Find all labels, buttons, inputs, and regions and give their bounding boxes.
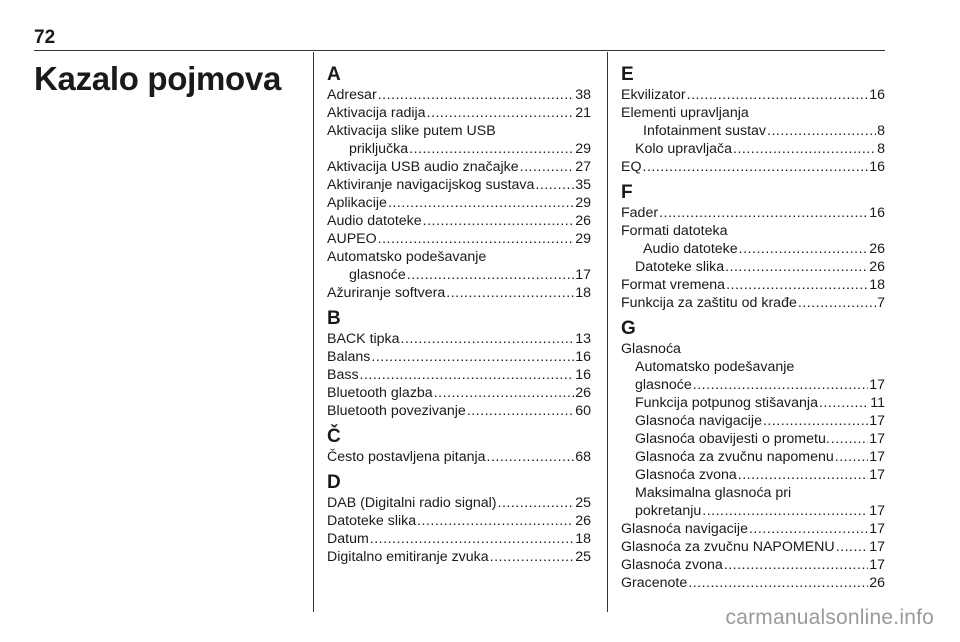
entry-page-number: 17	[869, 467, 885, 483]
section-letter: E	[621, 64, 634, 85]
entry-term: Balans	[327, 349, 371, 365]
entry-page-number: 26	[869, 259, 885, 275]
entry-term: Funkcija potpunog stišavanja	[635, 395, 818, 411]
entry-term: Glasnoća zvona	[635, 467, 737, 483]
dot-leader	[467, 402, 574, 420]
dot-leader	[643, 158, 869, 176]
index-entry[interactable]	[327, 140, 591, 158]
dot-leader	[738, 466, 868, 484]
index-entry[interactable]	[327, 230, 591, 248]
index-entry[interactable]	[327, 548, 591, 566]
dot-leader	[687, 86, 869, 104]
dot-leader	[370, 530, 574, 548]
entry-page-number: 17	[869, 503, 885, 519]
page-title: Kazalo pojmova	[34, 60, 282, 97]
dot-leader	[733, 140, 876, 158]
dot-leader	[417, 512, 574, 530]
entry-page-number: 17	[869, 557, 885, 573]
index-entry	[621, 340, 885, 358]
entry-page-number: 26	[869, 575, 885, 591]
entry-term: Funkcija za zaštitu od krađe	[621, 295, 797, 311]
column-divider	[313, 52, 314, 612]
entry-term: Aplikacije	[327, 195, 387, 211]
dot-leader	[798, 294, 876, 312]
dot-leader	[434, 384, 575, 402]
dot-leader	[819, 394, 869, 412]
index-entry[interactable]	[327, 366, 591, 384]
entry-page-number: 11	[870, 395, 885, 411]
dot-leader	[702, 502, 868, 520]
index-column-2	[621, 64, 885, 598]
dot-leader	[725, 258, 868, 276]
entry-term: Glasnoća navigacije	[635, 413, 762, 429]
dot-leader	[535, 176, 574, 194]
entry-page-number: 16	[869, 87, 885, 103]
entry-term: Glasnoća	[621, 341, 681, 357]
entry-term: EQ	[621, 159, 642, 175]
dot-leader	[498, 494, 575, 512]
index-entry[interactable]	[621, 520, 885, 538]
entry-term: glasnoće	[349, 267, 406, 283]
dot-leader	[836, 538, 869, 556]
entry-term: priključka	[349, 141, 409, 157]
entry-page-number: 18	[575, 531, 591, 547]
entry-term: AUPEO	[327, 231, 377, 247]
dot-leader	[693, 376, 868, 394]
entry-page-number: 13	[575, 331, 591, 347]
index-entry[interactable]	[327, 330, 591, 348]
entry-term: Aktivacija slike putem USB	[327, 123, 496, 139]
entry-page-number: 21	[575, 105, 591, 121]
entry-term: Glasnoća za zvučnu NAPOMENU	[621, 539, 835, 555]
entry-term: Glasnoća zvona	[621, 557, 723, 573]
entry-term: Gracenote	[621, 575, 688, 591]
index-entry	[621, 104, 885, 122]
index-entry[interactable]	[327, 104, 591, 122]
dot-leader	[520, 158, 575, 176]
entry-page-number: 68	[575, 449, 591, 465]
dot-leader	[767, 122, 876, 140]
dot-leader	[409, 140, 574, 158]
entry-term: Ekvilizator	[621, 87, 686, 103]
entry-page-number: 29	[575, 141, 591, 157]
column-divider	[607, 52, 608, 612]
entry-page-number: 26	[575, 513, 591, 529]
entry-page-number: 25	[575, 549, 591, 565]
entry-page-number: 8	[877, 141, 885, 157]
index-entry[interactable]	[621, 412, 885, 430]
index-entry[interactable]	[621, 448, 885, 466]
index-entry[interactable]	[327, 158, 591, 176]
index-section	[621, 318, 885, 592]
index-entry[interactable]	[621, 556, 885, 574]
entry-term: BACK tipka	[327, 331, 400, 347]
index-entry[interactable]	[621, 376, 885, 394]
index-entry[interactable]	[327, 266, 591, 284]
dot-leader	[407, 266, 574, 284]
index-entry[interactable]	[327, 194, 591, 212]
entry-term: Formati datoteka	[621, 223, 728, 239]
index-entry[interactable]	[621, 158, 885, 176]
index-entry[interactable]	[621, 430, 885, 448]
dot-leader	[688, 574, 868, 592]
watermark: carmanualsonline.info	[725, 606, 934, 629]
index-section	[327, 472, 591, 566]
index-entry[interactable]	[327, 448, 591, 466]
index-entry[interactable]	[621, 294, 885, 312]
index-entry[interactable]	[621, 394, 885, 412]
entry-term: Audio datoteke	[327, 213, 422, 229]
entry-page-number: 27	[575, 159, 591, 175]
entry-page-number: 16	[869, 205, 885, 221]
dot-leader	[446, 284, 574, 302]
entry-page-number: 26	[869, 241, 885, 257]
entry-term: Maksimalna glasnoća pri	[635, 485, 792, 501]
entry-page-number: 18	[575, 285, 591, 301]
entry-page-number: 26	[575, 385, 591, 401]
entry-page-number: 17	[869, 521, 885, 537]
header-rule	[34, 50, 885, 51]
index-entry[interactable]	[327, 212, 591, 230]
index-entry[interactable]	[621, 466, 885, 484]
dot-leader	[835, 448, 868, 466]
entry-term: glasnoće	[635, 377, 692, 393]
index-entry[interactable]	[327, 348, 591, 366]
entry-term: Bass	[327, 367, 359, 383]
entry-term: Kolo upravljača	[635, 141, 733, 157]
entry-term: Glasnoća za zvučnu napomenu	[635, 449, 834, 465]
entry-page-number: 16	[575, 367, 591, 383]
section-letter: G	[621, 318, 636, 339]
entry-page-number: 7	[877, 295, 885, 311]
index-entry[interactable]	[621, 574, 885, 592]
dot-leader	[423, 212, 575, 230]
section-letter: B	[327, 308, 341, 329]
entry-page-number: 17	[869, 431, 885, 447]
entry-term: Aktiviranje navigacijskog sustava	[327, 177, 535, 193]
index-entry[interactable]	[621, 140, 885, 158]
index-entry[interactable]	[621, 258, 885, 276]
entry-page-number: 16	[869, 159, 885, 175]
dot-leader	[371, 348, 574, 366]
entry-term: Fader	[621, 205, 659, 221]
index-entry[interactable]	[327, 284, 591, 302]
dot-leader	[378, 86, 575, 104]
index-entry[interactable]	[327, 384, 591, 402]
index-entry	[621, 222, 885, 240]
dot-leader	[831, 430, 868, 448]
index-section	[327, 426, 591, 466]
entry-page-number: 18	[869, 277, 885, 293]
entry-term: Format vremena	[621, 277, 726, 293]
entry-term: Elementi upravljanja	[621, 105, 749, 121]
dot-leader	[763, 412, 868, 430]
section-letter: A	[327, 64, 341, 85]
dot-leader	[427, 104, 575, 122]
entry-term: Ažuriranje softvera	[327, 285, 446, 301]
index-entry[interactable]	[327, 402, 591, 420]
entry-term: Aktivacija USB audio značajke	[327, 159, 519, 175]
index-entry[interactable]	[621, 86, 885, 104]
entry-term: Glasnoća obavijesti o prometu.	[635, 431, 830, 447]
dot-leader	[388, 194, 574, 212]
dot-leader	[659, 204, 868, 222]
dot-leader	[726, 276, 868, 294]
index-entry	[621, 358, 885, 376]
dot-leader	[401, 330, 575, 348]
index-entry[interactable]	[327, 176, 591, 194]
index-entry[interactable]	[621, 240, 885, 258]
entry-page-number: 29	[575, 231, 591, 247]
entry-page-number: 17	[869, 377, 885, 393]
entry-page-number: 26	[575, 213, 591, 229]
entry-page-number: 17	[575, 267, 591, 283]
entry-page-number: 17	[869, 449, 885, 465]
page-number: 72	[34, 27, 56, 48]
dot-leader	[749, 520, 868, 538]
entry-term: DAB (Digitalni radio signal)	[327, 495, 497, 511]
index-entry[interactable]	[621, 122, 885, 140]
index-section	[621, 182, 885, 312]
index-section	[327, 308, 591, 420]
entry-page-number: 8	[877, 123, 885, 139]
index-column-1	[327, 64, 591, 572]
entry-page-number: 17	[869, 539, 885, 555]
dot-leader	[490, 548, 575, 566]
index-entry	[327, 248, 591, 266]
entry-term: pokretanju	[635, 503, 702, 519]
index-entry[interactable]	[327, 512, 591, 530]
index-entry[interactable]	[621, 276, 885, 294]
dot-leader	[739, 240, 869, 258]
dot-leader	[378, 230, 575, 248]
section-letter: F	[621, 182, 633, 203]
entry-term: Audio datoteke	[643, 241, 738, 257]
index-entry[interactable]	[621, 502, 885, 520]
entry-term: Datum	[327, 531, 369, 547]
entry-term: Automatsko podešavanje	[327, 249, 487, 265]
entry-page-number: 60	[575, 403, 591, 419]
entry-term: Glasnoća navigacije	[621, 521, 748, 537]
entry-page-number: 38	[575, 87, 591, 103]
entry-term: Datoteke slika	[635, 259, 725, 275]
entry-term: Bluetooth povezivanje	[327, 403, 466, 419]
dot-leader	[360, 366, 575, 384]
dot-leader	[487, 448, 575, 466]
entry-term: Adresar	[327, 87, 377, 103]
index-entry[interactable]	[327, 86, 591, 104]
entry-page-number: 25	[575, 495, 591, 511]
index-section	[621, 64, 885, 176]
dot-leader	[724, 556, 868, 574]
entry-page-number: 16	[575, 349, 591, 365]
index-section	[327, 64, 591, 302]
entry-page-number: 35	[575, 177, 591, 193]
entry-term: Automatsko podešavanje	[635, 359, 795, 375]
entry-page-number: 29	[575, 195, 591, 211]
entry-term: Često postavljena pitanja	[327, 449, 486, 465]
index-entry[interactable]	[327, 530, 591, 548]
index-entry[interactable]	[621, 204, 885, 222]
entry-term: Datoteke slika	[327, 513, 417, 529]
entry-term: Infotainment sustav	[643, 123, 767, 139]
index-entry	[621, 484, 885, 502]
index-entry[interactable]	[327, 494, 591, 512]
entry-term: Digitalno emitiranje zvuka	[327, 549, 489, 565]
index-entry	[327, 122, 591, 140]
section-letter: D	[327, 472, 341, 493]
entry-page-number: 17	[869, 413, 885, 429]
section-letter: Č	[327, 426, 341, 447]
index-entry[interactable]	[621, 538, 885, 556]
entry-term: Aktivacija radija	[327, 105, 426, 121]
entry-term: Bluetooth glazba	[327, 385, 433, 401]
